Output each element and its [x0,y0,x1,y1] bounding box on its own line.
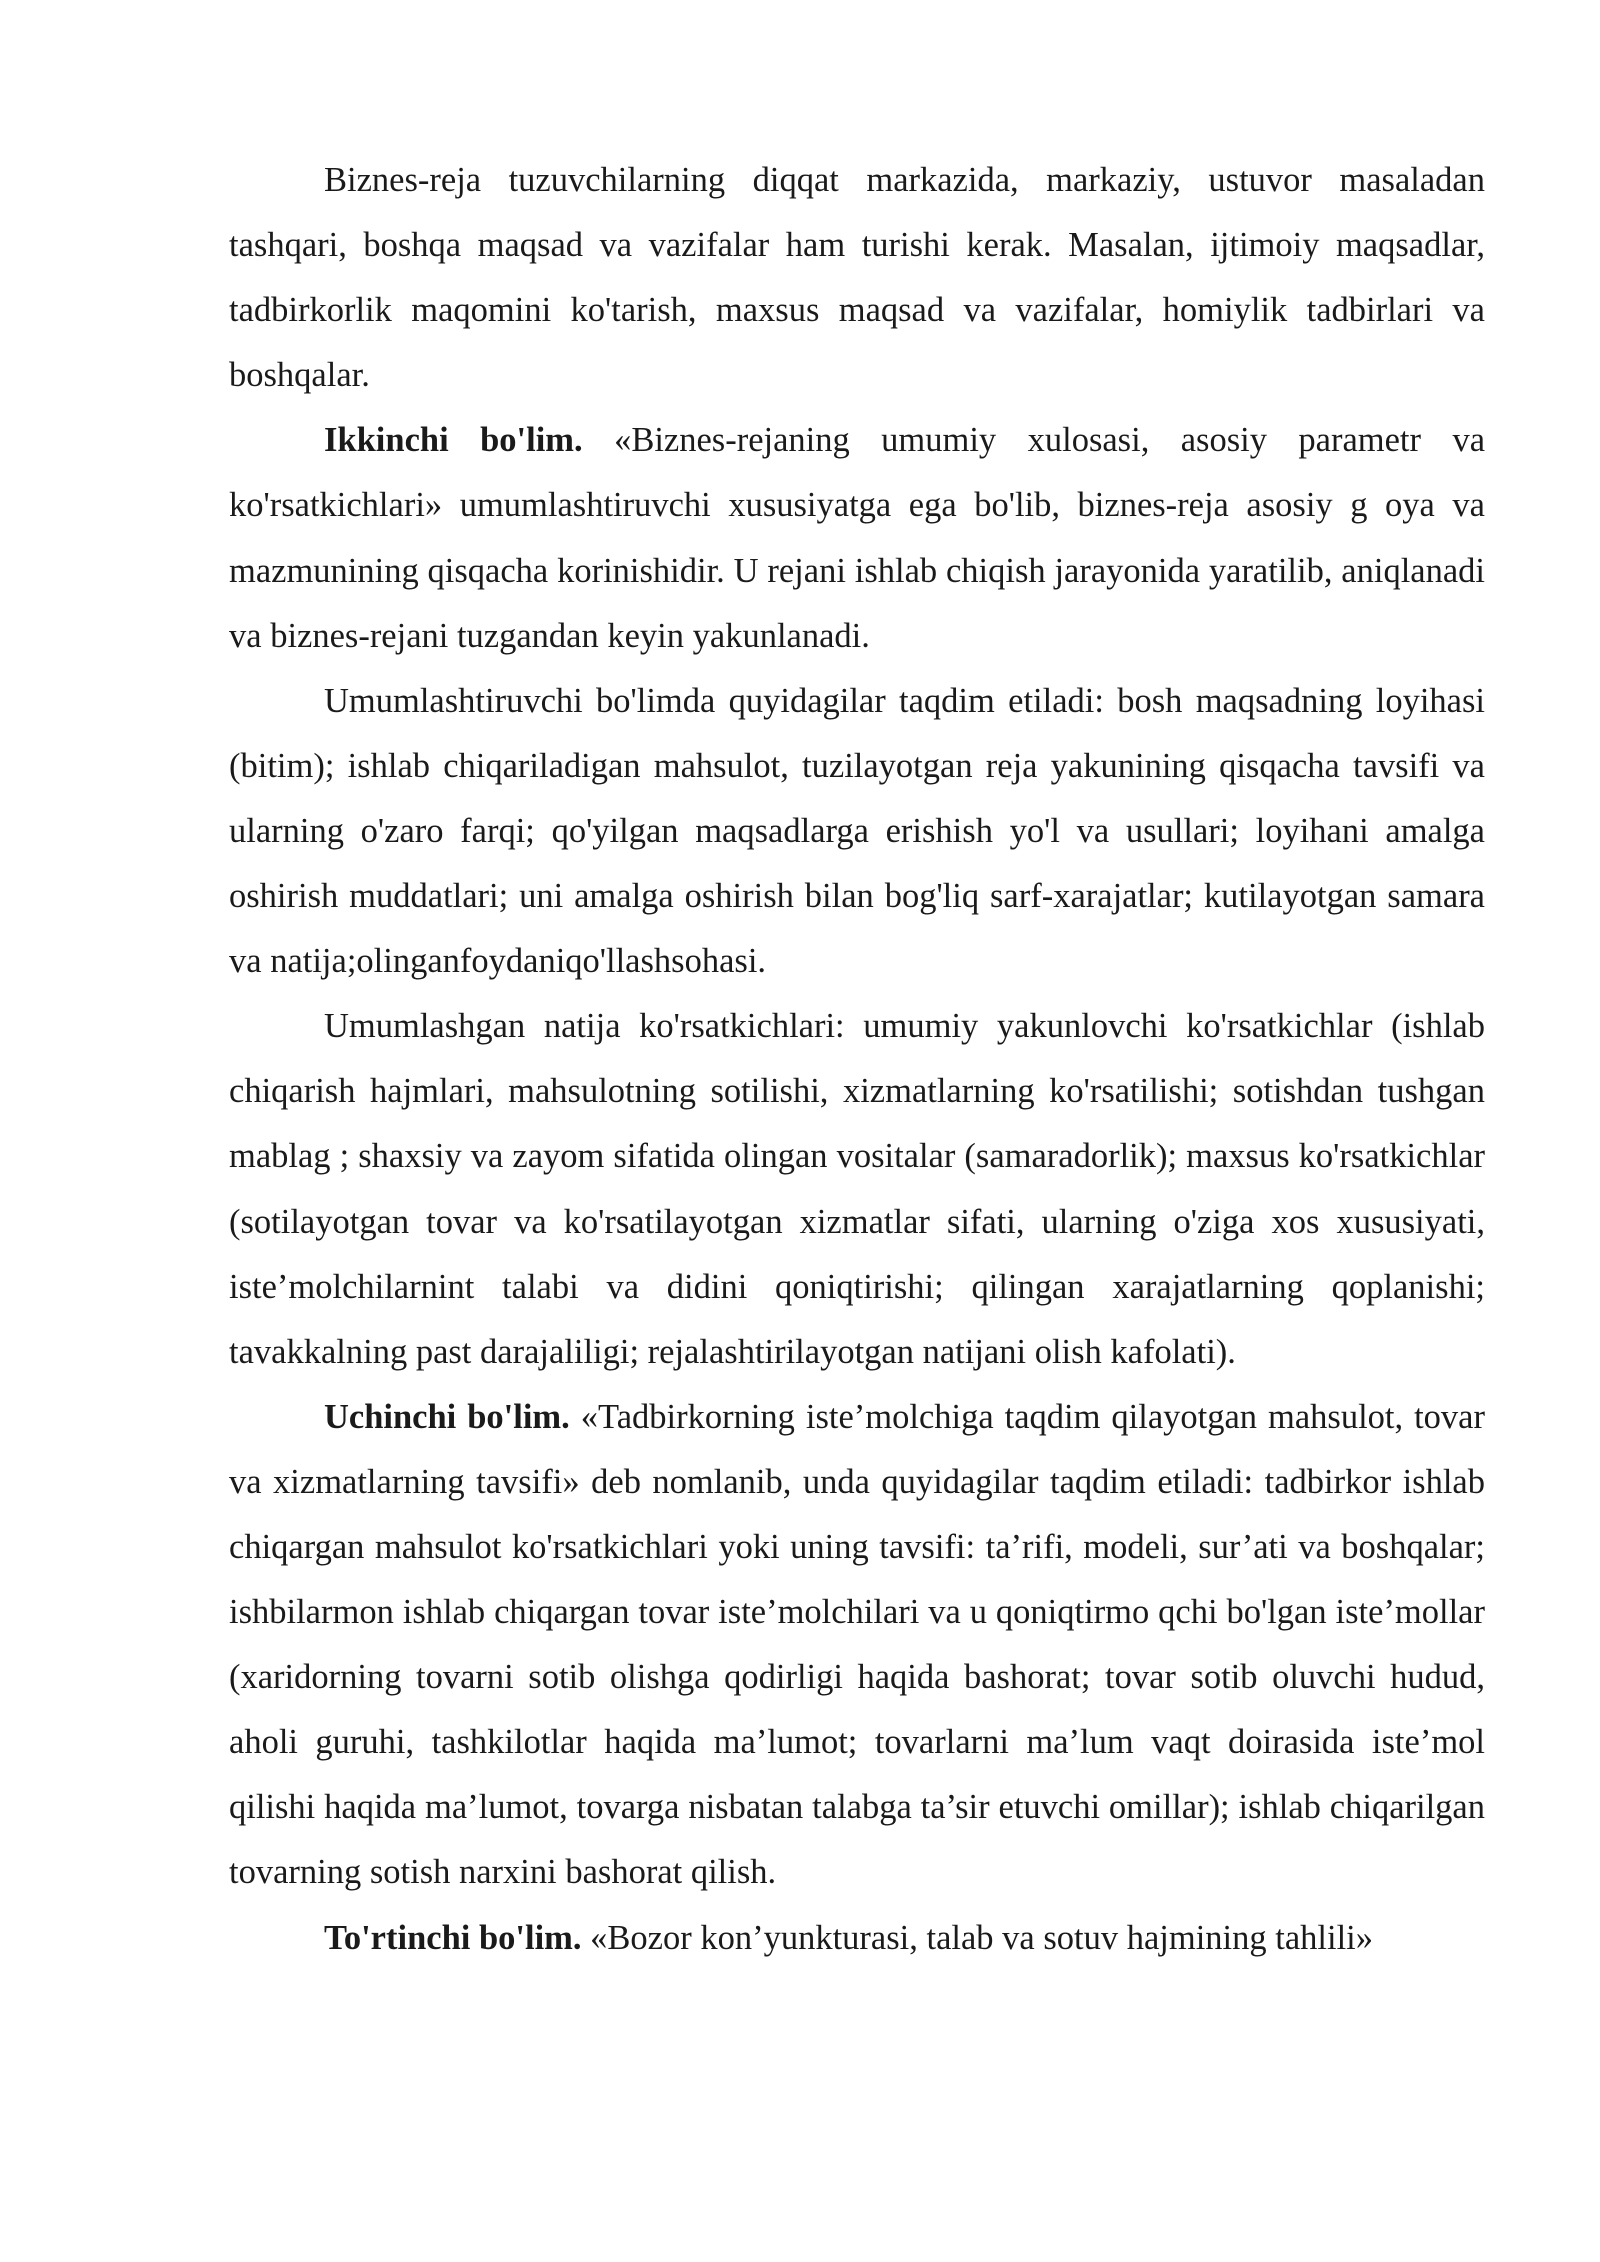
paragraph-text: Umumlashgan natija ko'rsatkichlari: umumiy yakunlovchi ko'rsatkichlar (ishlab chiqarish hajmlari, mahsulotning sotilishi, xizmatlarning ko'rsatilishi; sotishdan tushgan mablag ; shaxsiy va zayom sifatida olingan vositalar (samaradorlik); maxsus ko'rsatkichlar (sotilayotgan tovar va ko'rsatilayotgan xizmatlar sifati, ularning o'ziga xos xususiyati, iste’molchilarnint talabi va didini qoniqtirishi; qilingan xarajatlarning qoplanishi; tavakkalning past darajaliligi; rejalashtirilayotgan natijani olish kafolati). [229,1007,1485,1371]
section-heading-4: To'rtinchi bo'lim. [324,1918,582,1957]
paragraph-summary-contents [229,669,1485,994]
section-heading-2: Ikkinchi bo'lim. [324,421,583,460]
paragraph-text: «Tadbirkorning iste’molchiga taqdim qilayotgan mahsulot, tovar va xizmatlarning tavsifi» deb nomlanib, unda quyidagilar taqdim etiladi: tadbirkor ishlab chiqargan mahsulot ko'rsatkichlari yoki uning tavsifi: ta’rifi, modeli, sur’ati va boshqalar; ishbilarmon ishlab chiqargan tovar iste’molchilari va u qoniqtirmo qchi bo'lgan iste’mollar (xaridorning tovarni sotib olishga qodirligi haqida bashorat; tovar sotib oluvchi hudud, aholi guruhi, tashkilotlar haqida ma’lumot; tovarlarni ma’lum vaqt doirasida iste’mol qilishi haqida ma’lumot, tovarga nisbatan talabga ta’sir etuvchi omillar); ishlab chiqarilgan tovarning sotish narxini bashorat qilish. [229,1397,1485,1892]
paragraph-section-3 [229,1385,1485,1906]
paragraph-result-indicators [229,994,1485,1385]
paragraph-intro [229,148,1485,408]
paragraph-text: Biznes-reja tuzuvchilarning diqqat markazida, markaziy, ustuvor masaladan tashqari, boshqa maqsad va vazifalar ham turishi kerak. Masalan, ijtimoiy maqsadlar, tadbirkorlik maqomini ko'tarish, maxsus maqsad va vazifalar, homiylik tadbirlari va boshqalar. [229,161,1485,395]
paragraph-text: Umumlashtiruvchi bo'limda quyidagilar taqdim etiladi: bosh maqsadning loyihasi (bitim); ishlab chiqariladigan mahsulot, tuzilayotgan reja yakunining qisqacha tavsifi va ularning o'zaro farqi; qo'yilgan maqsadlarga erishish yo'l va usullari; loyihani amalga oshirish muddatlari; uni amalga oshirish bilan bog'liq sarf-xarajatlar; kutilayotgan samara va natija;olinganfoydaniqo'llashsohasi. [229,681,1485,981]
section-heading-3: Uchinchi bo'lim. [324,1397,570,1436]
paragraph-section-2 [229,408,1485,668]
paragraph-text: «Biznes-rejaning umumiy xulosasi, asosiy parametr va ko'rsatkichlari» umumlashtiruvchi xususiyatga ega bo'lib, biznes-reja asosiy g oya va mazmunining qisqacha korinishidir. U rejani ishlab chiqish jarayonida yaratilib, aniqlanadi va biznes-rejani tuzgandan keyin yakunlanadi. [229,421,1486,655]
paragraph-section-4 [229,1906,1485,1971]
paragraph-text: «Bozor kon’yunkturasi, talab va sotuv hajmining tahlili» [581,1918,1373,1957]
document-body [229,148,1485,1971]
